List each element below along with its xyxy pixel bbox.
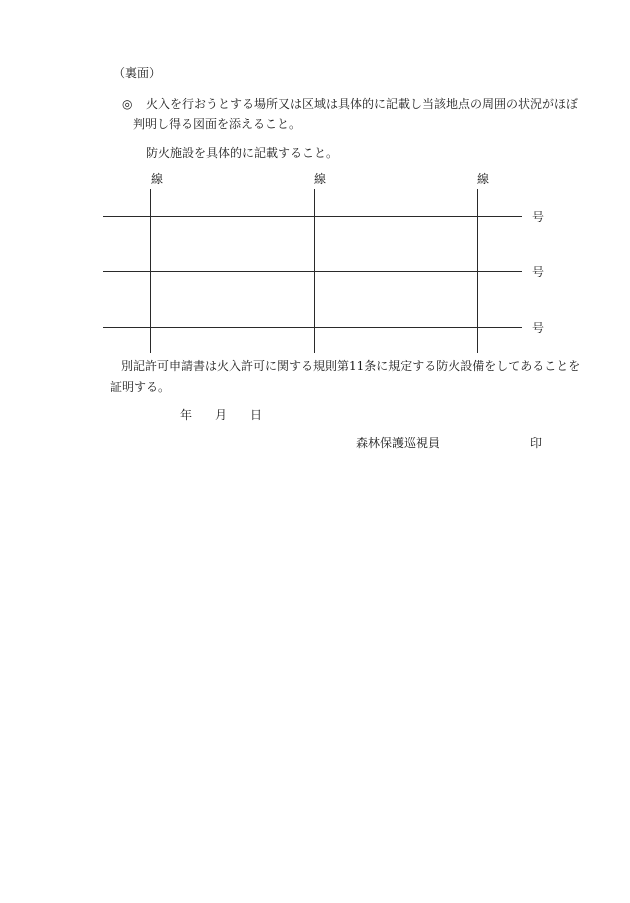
line-label-2: 線 [314,172,327,186]
fire-prevention-note: 防火施設を具体的に記載すること。 [146,146,339,160]
horizontal-line-1 [103,216,522,217]
date-month-label: 月 [215,408,228,422]
date-year-label: 年 [180,408,193,422]
number-label-3: 号 [532,321,545,335]
date-day-label: 日 [250,408,263,422]
number-label-1: 号 [532,210,545,224]
certification-line-2: 証明する。 [110,380,171,394]
signer-title: 森林保護巡視員 [356,436,441,450]
page-heading: （裏面） [113,66,162,80]
note-line-2: 判明し得る図面を添えること。 [133,117,302,131]
note-bullet-mark: ◎ [122,97,133,111]
horizontal-line-2 [103,271,522,272]
note-line-1: 火入を行おうとする場所又は区域は具体的に記載し当該地点の周囲の状況がほぼ [146,97,579,111]
seal-mark: 印 [530,436,543,450]
number-label-2: 号 [532,265,545,279]
line-label-1: 線 [151,172,164,186]
line-label-3: 線 [477,172,490,186]
certification-line-1: 別記許可申請書は火入許可に関する規則第11条に規定する防火設備をしてあることを [121,359,581,373]
horizontal-line-3 [103,327,522,328]
